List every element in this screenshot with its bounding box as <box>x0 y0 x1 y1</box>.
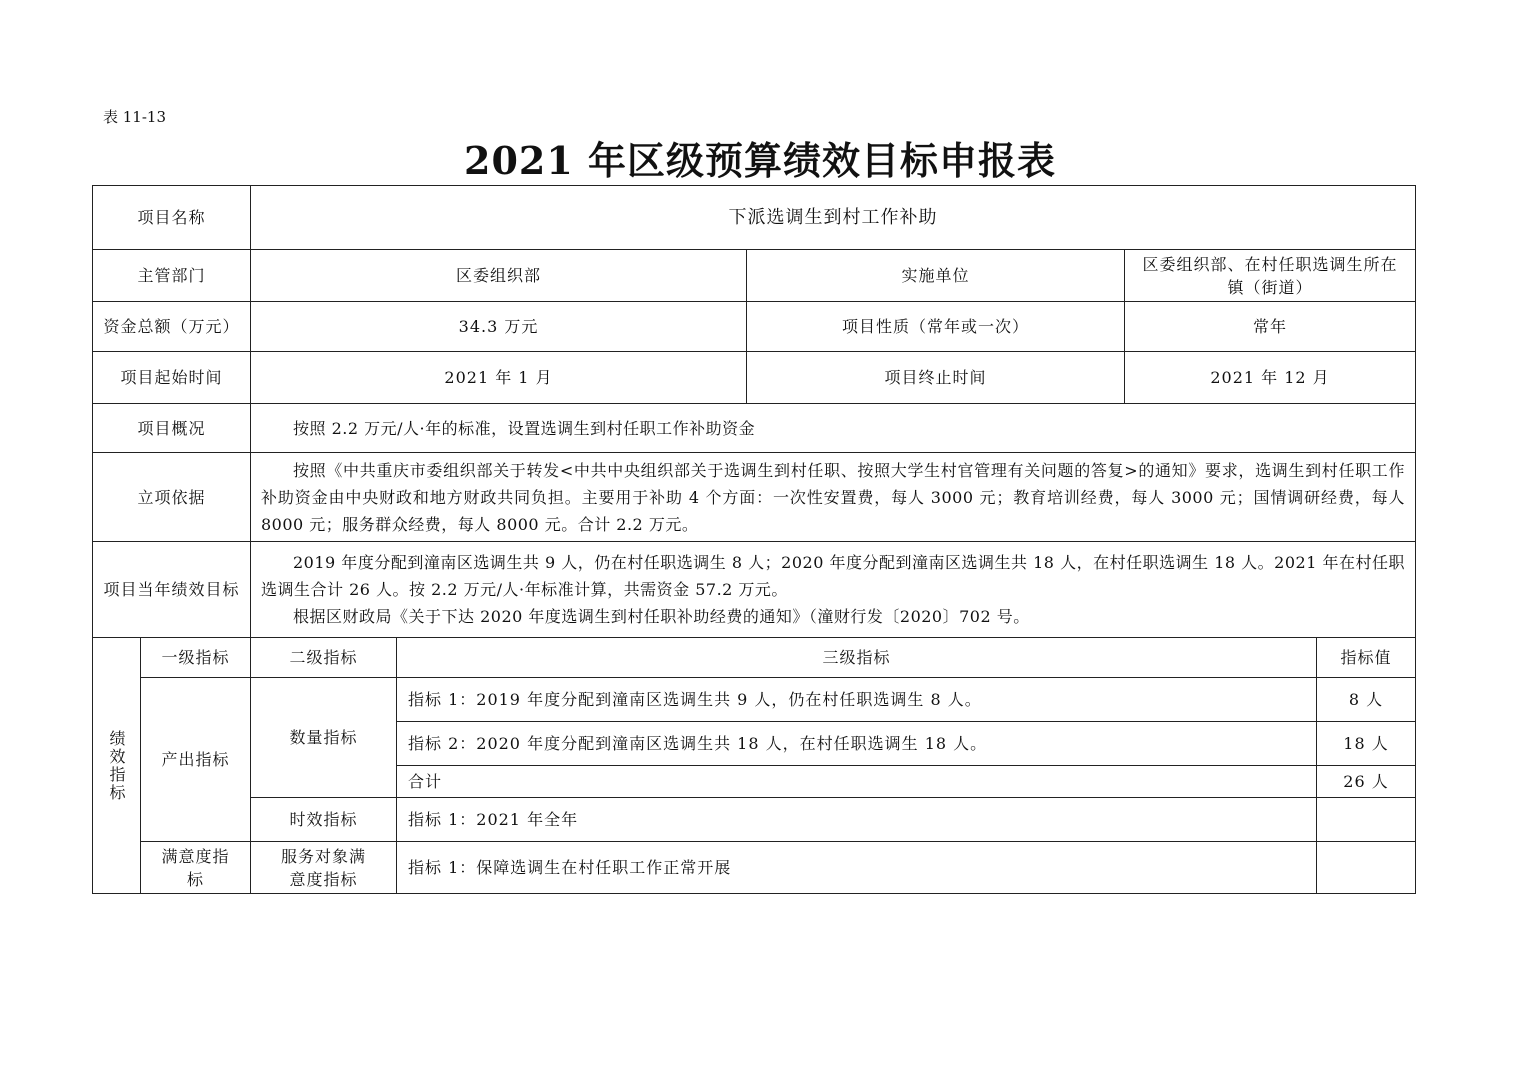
end-time-value: 2021 年 12 月 <box>1210 368 1330 387</box>
header-level2: 二级指标 <box>289 648 358 667</box>
quantity-indicator-2: 指标 2：2020 年度分配到潼南区选调生共 18 人，在村任职选调生 18 人。 <box>408 734 988 753</box>
annual-goal-text-1: 2019 年度分配到潼南区选调生共 9 人，仍在村任职选调生 8 人；2020 年度分配到潼南区选调生共 18 人，在村任职选调生 18 人。2021 年在村任职选调生合计 26 人。按 2.2 万元/人·年标准计算，共需资金 57.2 万元。 <box>261 553 1405 599</box>
document-title: 2021 年区级预算绩效目标申报表 <box>464 138 1056 183</box>
quantity-indicator-2-value: 18 人 <box>1343 734 1389 753</box>
timeliness-indicator-label: 时效指标 <box>289 810 358 829</box>
end-time-label: 项目终止时间 <box>884 368 987 387</box>
overview-text: 按照 2.2 万元/人·年的标准，设置选调生到村任职工作补助资金 <box>293 418 756 438</box>
start-time-value: 2021 年 1 月 <box>444 368 553 387</box>
annual-goal-text-2: 根据区财政局《关于下达 2020 年度选调生到村任职补助经费的通知》（潼财行发〔2020〕702 号。 <box>293 607 1030 626</box>
indicators-section-label: 绩效指标 <box>107 729 126 802</box>
basis-text: 按照《中共重庆市委组织部关于转发<中共中央组织部关于选调生到村任职、按照大学生村官管理有关问题的答复>的通知》要求，选调生到村任职工作补助资金由中央财政和地方财政共同负担。主要用于补助 4 个方面：一次性安置费，每人 3000 元；教育培训经费，每人 3000 元；国情调研经费，每人 8000 元；服务群众经费，每人 8000 元。合计 2.2 万元。 <box>261 461 1405 534</box>
satisfaction-indicator-label: 满意度指标 <box>161 846 230 889</box>
fund-total-value: 34.3 万元 <box>458 317 539 336</box>
timeliness-indicator-1-value <box>1317 798 1415 841</box>
overview-cell <box>251 404 1415 452</box>
service-satisfaction-label: 服务对象满意度指标 <box>280 846 366 889</box>
dept-label: 主管部门 <box>137 266 206 285</box>
output-indicator-label: 产出指标 <box>161 750 230 769</box>
project-name-value: 下派选调生到村工作补助 <box>728 207 938 228</box>
timeliness-indicator-1: 指标 1：2021 年全年 <box>408 810 579 829</box>
header-value: 指标值 <box>1340 648 1392 667</box>
header-level1: 一级指标 <box>161 648 230 667</box>
project-nature-label: 项目性质（常年或一次） <box>841 317 1029 336</box>
header-level3: 三级指标 <box>822 648 891 667</box>
start-time-label: 项目起始时间 <box>120 368 223 387</box>
impl-unit-value: 区委组织部、在村任职选调生所在镇（街道） <box>1142 254 1398 297</box>
quantity-indicator-label: 数量指标 <box>289 728 358 747</box>
impl-unit-label: 实施单位 <box>901 266 970 285</box>
basis-label: 立项依据 <box>137 487 206 507</box>
fund-total-label: 资金总额（万元） <box>103 317 240 336</box>
basis-cell <box>251 457 1415 541</box>
quantity-total: 合计 <box>408 772 443 791</box>
quantity-total-value: 26 人 <box>1343 772 1389 791</box>
quantity-indicator-1-value: 8 人 <box>1348 690 1384 709</box>
table-number-label: 表 11-13 <box>103 108 167 126</box>
overview-label: 项目概况 <box>137 418 206 438</box>
dept-value: 区委组织部 <box>455 266 541 285</box>
annual-goal-label: 项目当年绩效目标 <box>103 580 240 599</box>
project-nature-value: 常年 <box>1252 317 1287 336</box>
quantity-indicator-1: 指标 1：2019 年度分配到潼南区选调生共 9 人，仍在村任职选调生 8 人。 <box>408 690 982 709</box>
satisfaction-indicator-1: 指标 1：保障选调生在村任职工作正常开展 <box>408 858 732 877</box>
project-name-label: 项目名称 <box>137 208 206 227</box>
satisfaction-indicator-1-value <box>1317 842 1415 893</box>
annual-goal-cell <box>251 549 1415 637</box>
